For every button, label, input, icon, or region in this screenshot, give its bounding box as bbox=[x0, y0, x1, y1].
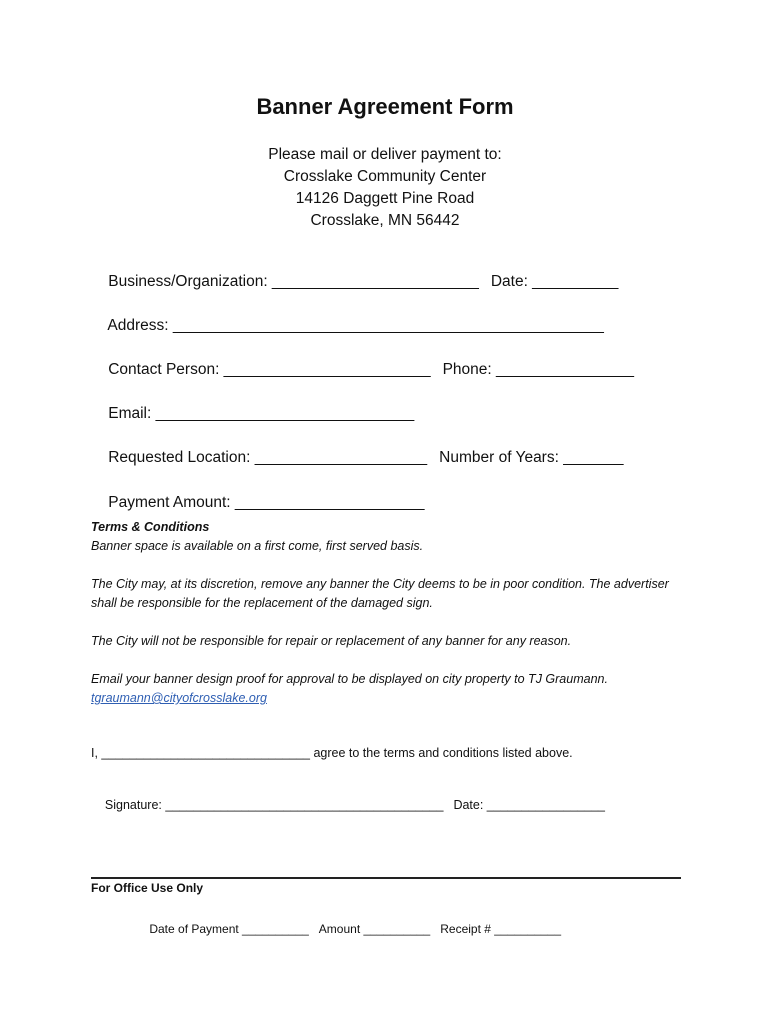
date-field[interactable]: Date: __________ bbox=[490, 273, 619, 290]
mail-street: 14126 Daggett Pine Road bbox=[295, 190, 475, 207]
mail-organization: Crosslake Community Center bbox=[283, 168, 487, 185]
terms-paragraph-1: Banner space is available on a first come, first served basis. bbox=[91, 539, 424, 553]
signature-row bbox=[91, 784, 605, 826]
mail-instruction: Please mail or deliver payment to: bbox=[268, 146, 502, 163]
date-of-payment-field[interactable]: Date of Payment __________ bbox=[149, 922, 309, 936]
contact-email-link[interactable]: tgraumann@cityofcrosslake.org bbox=[91, 691, 267, 705]
terms-paragraph-4-block bbox=[91, 670, 691, 708]
office-use-heading: For Office Use Only bbox=[91, 881, 204, 895]
terms-paragraph-3: The City will not be responsible for repair or replacement of any banner for any reason. bbox=[91, 634, 572, 648]
receipt-number-field[interactable]: Receipt # __________ bbox=[440, 922, 562, 936]
business-field[interactable]: Business/Organization: ________________________ bbox=[108, 273, 479, 290]
payment-amount-field[interactable]: Payment Amount: ______________________ bbox=[108, 494, 425, 511]
terms-paragraph-2: The City may, at its discretion, remove any banner the City deems to be in poor condition. The advertiser shall be responsible for the replacement of the damaged sign. bbox=[91, 577, 669, 610]
office-amount-field[interactable]: Amount __________ bbox=[318, 922, 431, 936]
requested-location-field[interactable]: Requested Location: ____________________ bbox=[108, 449, 428, 466]
terms-paragraph-4: Email your banner design proof for approval to be displayed on city property to TJ Graumann. bbox=[91, 672, 608, 686]
mail-city: Crosslake, MN 56442 bbox=[310, 212, 460, 229]
terms-heading: Terms & Conditions bbox=[91, 520, 210, 534]
office-use-row bbox=[136, 908, 561, 950]
mailing-address-block bbox=[0, 144, 770, 232]
contact-person-field[interactable]: Contact Person: ________________________ bbox=[108, 361, 431, 378]
signature-field[interactable]: Signature: ________________________________________ bbox=[104, 798, 444, 812]
terms-section bbox=[91, 518, 691, 556]
signature-date-field[interactable]: Date: _________________ bbox=[453, 798, 605, 812]
email-field[interactable]: Email: ______________________________ bbox=[108, 405, 415, 422]
phone-field[interactable]: Phone: ________________ bbox=[442, 361, 634, 378]
number-of-years-field[interactable]: Number of Years: _______ bbox=[439, 449, 624, 466]
address-field[interactable]: Address: __________________________________________________ bbox=[107, 317, 604, 334]
agreement-line[interactable]: I, ______________________________ agree to the terms and conditions listed above. bbox=[91, 746, 573, 760]
form-title: Banner Agreement Form bbox=[256, 94, 514, 119]
office-divider bbox=[91, 877, 681, 879]
